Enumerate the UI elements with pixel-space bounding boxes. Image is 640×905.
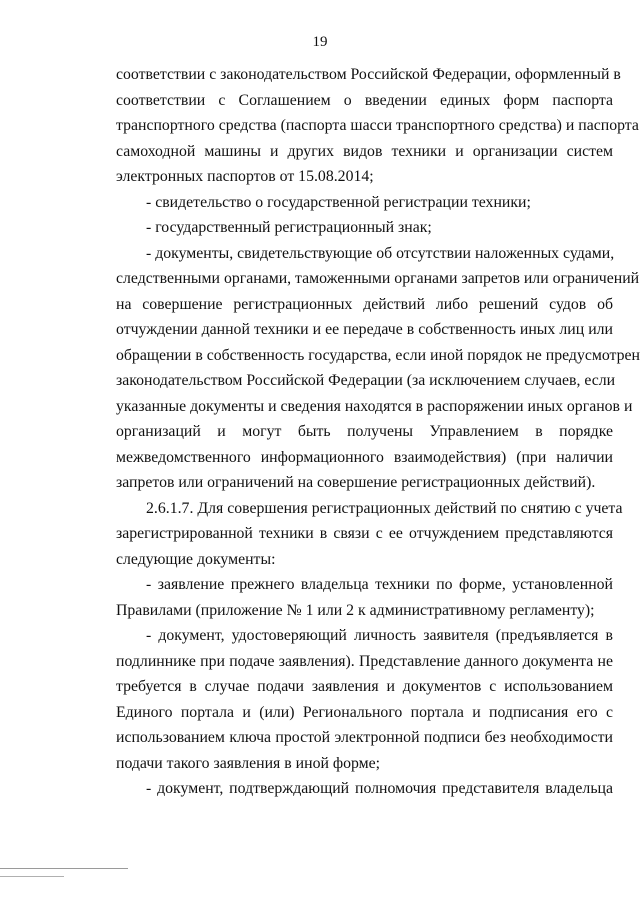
- page-number: 19: [312, 34, 328, 50]
- text-line: Правилами (приложение № 1 или 2 к административному регламенту);: [116, 601, 595, 619]
- text-line: использованием ключа простой электронной подписи без необходимости: [116, 729, 613, 746]
- text-line: соответствии с законодательством Российской Федерации, оформленный в: [116, 66, 621, 83]
- text-line: электронных паспортов от 15.08.2014;: [116, 168, 374, 185]
- text-line: законодательством Российской Федерации (за исключением случаев, если: [116, 372, 616, 389]
- text-line: соответствии с Соглашением о введении единых форм паспорта: [116, 91, 613, 109]
- list-item: - документы, свидетельствующие об отсутствии наложенных судами,: [146, 244, 615, 262]
- text-line: обращении в собственность государства, если иной порядок не предусмотрен: [116, 346, 640, 364]
- text-line: требуется в случае подачи заявления и документов с использованием: [116, 678, 613, 695]
- text-line: подлиннике при подаче заявления). Представление данного документа не: [116, 652, 613, 670]
- list-item: - государственный регистрационный знак;: [146, 219, 432, 236]
- text-line: указанные документы и сведения находятся в распоряжении иных органов и: [116, 397, 633, 415]
- text-line: отчуждении данной техники и ее передаче в собственность иных лиц или: [116, 321, 613, 338]
- text-line: самоходной машины и других видов техники и организации систем: [116, 142, 613, 160]
- list-item: - документ, удостоверяющий личность заявителя (предъявляется в: [146, 627, 613, 644]
- text-line: организаций и могут быть получены Управлением в порядке: [116, 423, 613, 440]
- text-line: следственными органами, таможенными органами запретов или ограничений: [116, 270, 640, 287]
- text-line: запретов или ограничений на совершение регистрационных действий).: [116, 474, 596, 491]
- text-line: подачи такого заявления в иной форме;: [116, 754, 381, 772]
- scan-margin-rule: [0, 868, 128, 869]
- text-line: Единого портала и (или) Регионального портала и подписания его с: [116, 703, 613, 721]
- text-line: зарегистрированной техники в связи с ее отчуждением представляются: [116, 525, 613, 542]
- scan-margin-rule: [0, 876, 64, 877]
- text-line: транспортного средства (паспорта шасси транспортного средства) и паспорта: [116, 117, 639, 134]
- section-paragraph: 2.6.1.7. Для совершения регистрационных действий по снятию с учета: [146, 499, 623, 517]
- text-line: следующие документы:: [116, 550, 276, 568]
- list-item: - документ, подтверждающий полномочия представителя владельца: [146, 780, 613, 797]
- text-line: межведомственного информационного взаимодействия) (при наличии: [116, 448, 613, 466]
- list-item: - свидетельство о государственной регистрации техники;: [146, 193, 531, 211]
- text-line: на совершение регистрационных действий либо решений судов об: [116, 295, 613, 313]
- list-item: - заявление прежнего владельца техники по форме, установленной: [146, 576, 613, 593]
- document-body: [116, 62, 640, 802]
